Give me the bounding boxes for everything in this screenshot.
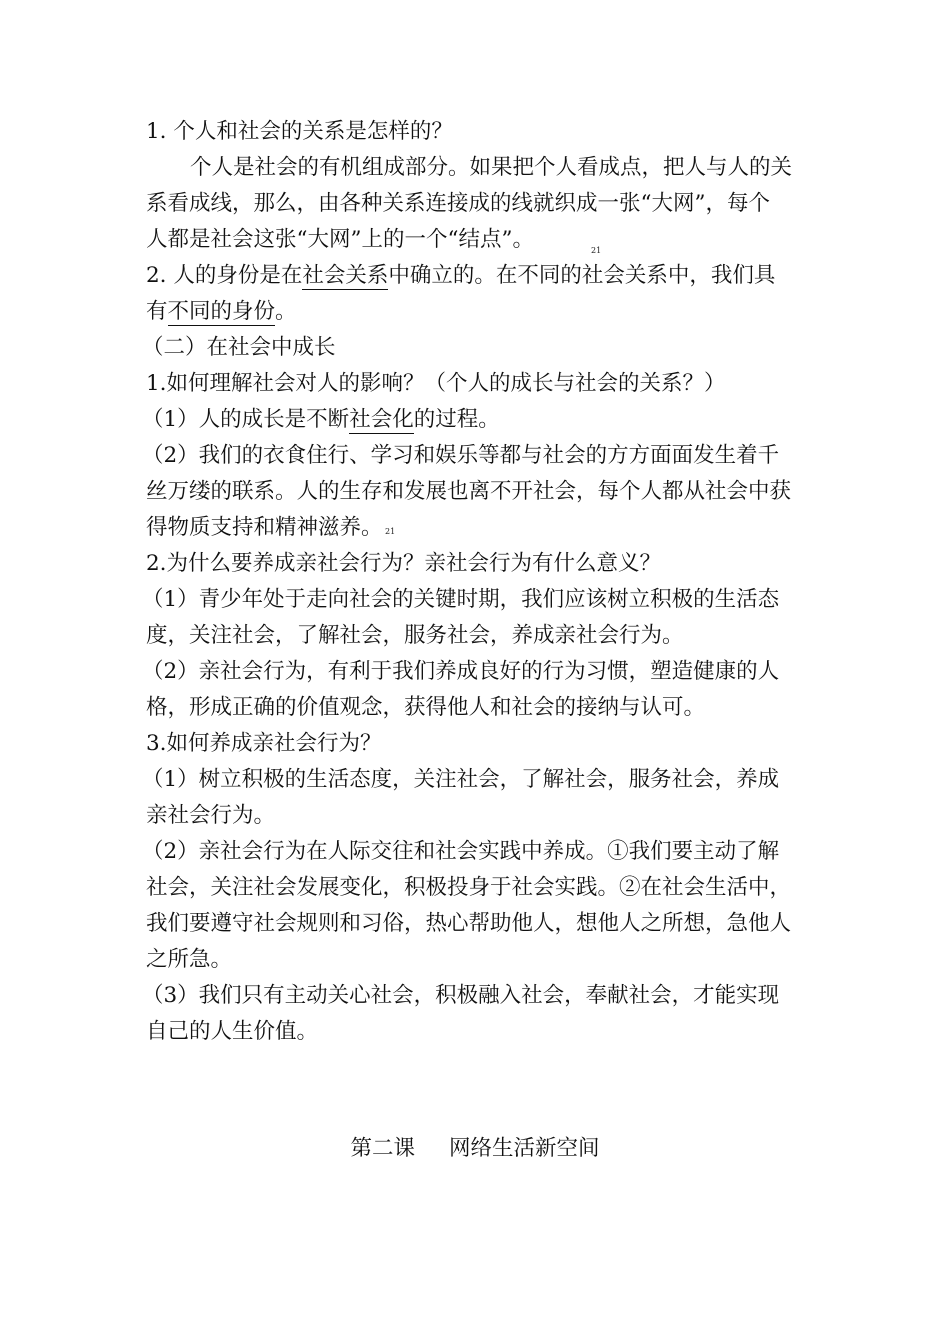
section-heading: （二）在社会中成长 [142,335,336,360]
answer-line: （2）我们的衣食住行、学习和娱乐等都与社会的方方面面发生着千 [142,443,780,468]
answer-line: 度，关注社会，了解社会，服务社会，养成亲社会行为。 [146,623,684,648]
underlined-term: 社会化 [349,407,414,432]
answer-line: 社会，关注社会发展变化，积极投身于社会实践。②在社会生活中， [146,875,792,900]
answer-line: 人都是社会这张“大网”上的一个“结点”。 [146,227,534,252]
line-text: 中确立的。在不同的社会关系中，我们具 [388,263,776,288]
answer-line: （1）青少年处于走向社会的关键时期，我们应该树立积极的生活态 [142,587,780,612]
line-text: （1）人的成长是不断 [142,407,350,432]
answer-line [142,405,500,435]
answer-line: 亲社会行为。 [146,803,276,828]
answer-line: 我们要遵守社会规则和习俗，热心帮助他人，想他人之所想，急他人 [146,911,792,936]
answer-line: 之所急。 [146,947,233,972]
answer-line: （2）亲社会行为在人际交往和社会实践中养成。①我们要主动了解 [142,839,780,864]
question-line: 2.为什么要养成亲社会行为？亲社会行为有什么意义？ [146,551,662,576]
answer-line: （1）树立积极的生活态度，关注社会，了解社会，服务社会，养成 [142,767,780,792]
answer-line: 得物质支持和精神滋养。 [146,515,383,540]
page-mark: 21 [591,246,602,255]
line-text: 2. 人的身份是在 [146,263,303,288]
answer-line: 系看成线，那么，由各种关系连接成的线就织成一张“大网”，每个 [146,191,770,216]
answer-line [146,297,297,327]
lesson-heading [0,1134,950,1164]
question-line: 1. 个人和社会的关系是怎样的？ [146,119,453,144]
answer-line: 自己的人生价值。 [146,1019,319,1044]
underlined-term: 社会关系 [302,263,389,288]
page-mark: 21 [385,527,396,536]
answer-line: （2）亲社会行为，有利于我们养成良好的行为习惯，塑造健康的人 [142,659,780,684]
question-line: 1.如何理解社会对人的影响？（个人的成长与社会的关系？） [146,371,726,396]
answer-line: 丝万缕的联系。人的生存和发展也离不开社会，每个人都从社会中获 [146,479,792,504]
answer-line: 个人是社会的有机组成部分。如果把个人看成点，把人与人的关 [190,155,793,180]
answer-line: （3）我们只有主动关心社会，积极融入社会，奉献社会，才能实现 [142,983,780,1008]
lesson-number: 第二课 [350,1136,415,1161]
line-text: 。 [275,299,297,324]
answer-line: 格，形成正确的价值观念，获得他人和社会的接纳与认可。 [146,695,706,720]
question-line: 3.如何养成亲社会行为？ [146,731,382,756]
line-text: 的过程。 [413,407,500,432]
line-text: 有 [146,299,168,324]
underlined-term: 不同的身份 [167,299,276,324]
question-line [146,261,775,291]
lesson-title: 网络生活新空间 [449,1136,600,1161]
